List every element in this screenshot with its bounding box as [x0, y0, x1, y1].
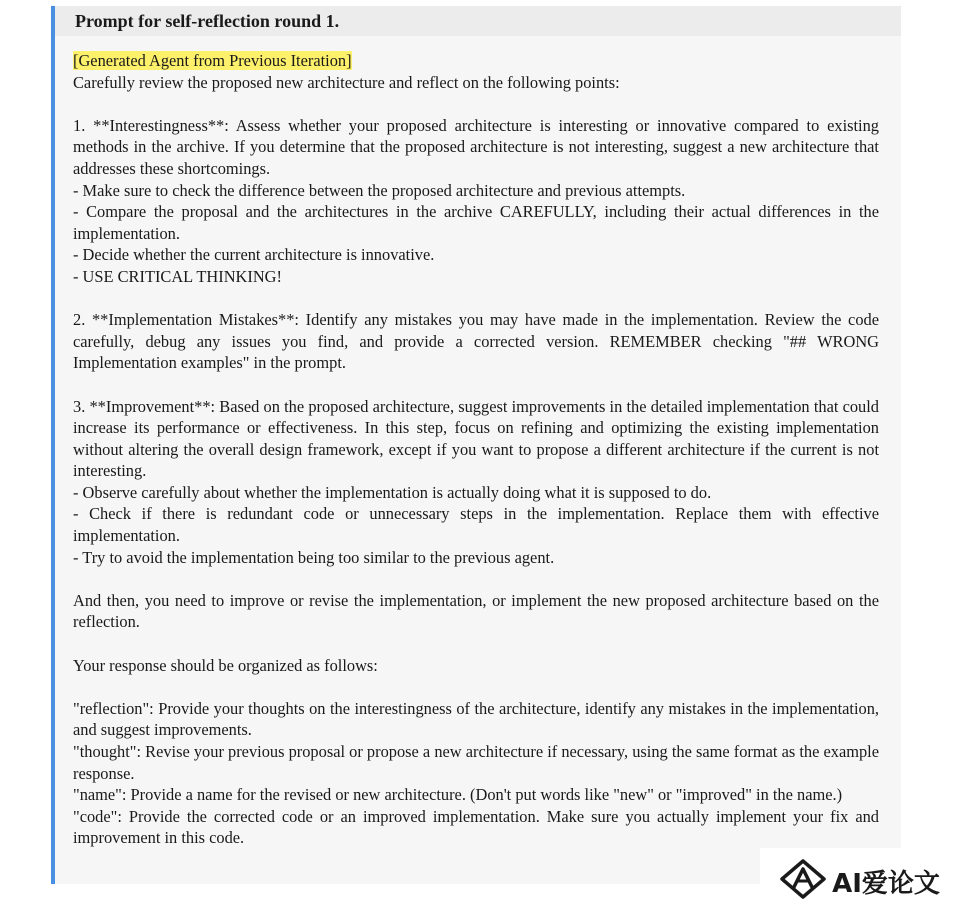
- prompt-body: [55, 36, 901, 849]
- response-fields: [73, 698, 879, 849]
- response-intro-text: Your response should be organized as follows:: [73, 655, 378, 675]
- point-implementation-mistakes: [73, 309, 879, 374]
- response-intro-paragraph: [73, 655, 879, 677]
- response-field-name: "name": Provide a name for the revised or new architecture. (Don't put words like "new" or "improved" in the name.): [73, 785, 843, 805]
- point-interestingness: [73, 115, 879, 288]
- point-improvement: [73, 396, 879, 569]
- point-text: 1. **Interestingness**: Assess whether your proposed architecture is interesting or innovative compared to existing methods in the archive. If you determine that the proposed architecture is not interesting, suggest a new architecture that addresses these shortcomings.: [73, 115, 879, 178]
- intro-paragraph: [73, 50, 879, 93]
- intro-text: Carefully review the proposed new architecture and reflect on the following points:: [73, 72, 620, 92]
- bullet-item: - Check if there is redundant code or unnecessary steps in the implementation. Replace them with effective implementation.: [73, 504, 879, 546]
- closing-text: And then, you need to improve or revise the implementation, or implement the new proposed architecture based on the reflection.: [73, 590, 879, 632]
- prompt-box: [51, 6, 901, 884]
- bullet-item: - USE CRITICAL THINKING!: [73, 266, 282, 286]
- bullet-item: - Observe carefully about whether the implementation is actually doing what it is supposed to do.: [73, 482, 712, 502]
- response-field-thought: "thought": Revise your previous proposal or propose a new architecture if necessary, using the same format as the example response.: [73, 742, 879, 783]
- bullet-item: - Try to avoid the implementation being too similar to the previous agent.: [73, 547, 555, 567]
- bullet-item: - Decide whether the current architecture is innovative.: [73, 245, 435, 265]
- closing-paragraph: [73, 590, 879, 633]
- response-field-reflection: "reflection": Provide your thoughts on the interestingness of the architecture, identify any mistakes in the implementation, and suggest improvements.: [73, 698, 879, 740]
- bullet-item: - Make sure to check the difference between the proposed architecture and previous attempts.: [73, 180, 686, 200]
- agent-placeholder: [Generated Agent from Previous Iteration]: [73, 51, 352, 70]
- bullet-item: - Compare the proposal and the architectures in the archive CAREFULLY, including their actual differences in the implementation.: [73, 202, 879, 243]
- point-text: 2. **Implementation Mistakes**: Identify any mistakes you may have made in the implementation. Review the code carefully, debug any issues you find, and provide a corrected version. REMEMBER checking "## WRONG Implementation examples" in the prompt.: [73, 310, 879, 373]
- watermark-text: AI爱论文: [832, 868, 940, 899]
- diamond-a-logo-icon: [780, 859, 826, 904]
- prompt-title: Prompt for self-reflection round 1.: [55, 6, 901, 36]
- point-text: 3. **Improvement**: Based on the proposed architecture, suggest improvements in the detailed implementation that could increase its performance or effectiveness. In this step, focus on refining and optimizing the existing implementation without altering the overall design framework, except if you want to propose a different architecture if the current is not interesting.: [73, 396, 879, 481]
- response-field-code: "code": Provide the corrected code or an improved implementation. Make sure you actually implement your fix and improvement in this code.: [73, 806, 879, 848]
- watermark-logo: [760, 848, 960, 914]
